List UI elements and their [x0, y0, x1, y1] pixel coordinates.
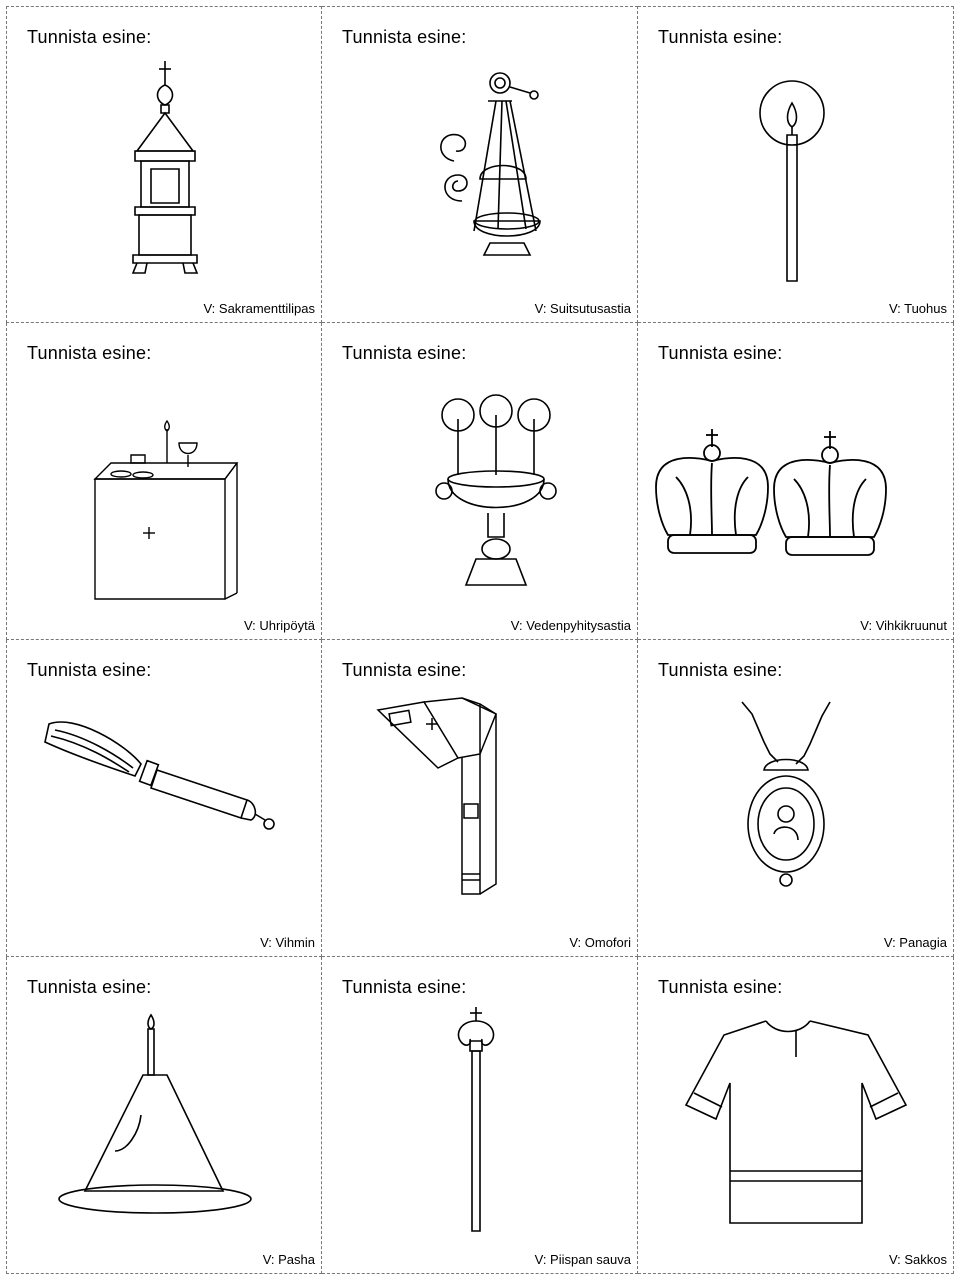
- card-vedenpyhitysastia: [322, 323, 638, 640]
- card-answer: V: Tuohus: [888, 301, 947, 316]
- wedding-crowns-icon: [646, 367, 946, 607]
- card-tuohus: [638, 6, 954, 323]
- card-answer: V: Piispan sauva: [534, 1252, 631, 1267]
- card-grid: [6, 6, 954, 1274]
- card-answer: V: Vihmin: [260, 935, 315, 950]
- card-heading: Tunnista esine:: [342, 27, 467, 47]
- card-answer: V: Panagia: [883, 935, 947, 950]
- bishop-staff-icon: [330, 1001, 630, 1241]
- censer-icon: [330, 51, 630, 291]
- card-answer: V: Vihkikruunut: [860, 618, 947, 633]
- card-sakramenttilipas: [6, 6, 322, 323]
- card-panagia: [638, 640, 954, 957]
- card-heading: Tunnista esine:: [27, 977, 152, 997]
- card-heading: Tunnista esine:: [658, 27, 783, 47]
- card-heading: Tunnista esine:: [658, 343, 783, 363]
- candle-icon: [646, 51, 946, 291]
- card-answer: V: Sakramenttilipas: [203, 301, 315, 316]
- card-answer: V: Omofori: [569, 935, 631, 950]
- card-vihmin: [6, 640, 322, 957]
- pascha-icon: [15, 1001, 315, 1241]
- water-blessing-bowl-icon: [330, 367, 630, 607]
- card-suitsutusastia: [322, 6, 638, 323]
- card-uhripoyta: [6, 323, 322, 640]
- card-heading: Tunnista esine:: [658, 977, 783, 997]
- omophorion-icon: [330, 684, 630, 924]
- sakkos-icon: [646, 1001, 946, 1241]
- card-answer: V: Vedenpyhitysastia: [510, 618, 631, 633]
- sacrament-box-icon: [15, 51, 315, 291]
- card-sakkos: [638, 957, 954, 1274]
- panagia-icon: [646, 684, 946, 924]
- card-answer: V: Sakkos: [888, 1252, 947, 1267]
- card-heading: Tunnista esine:: [342, 660, 467, 680]
- card-heading: Tunnista esine:: [342, 977, 467, 997]
- card-heading: Tunnista esine:: [27, 343, 152, 363]
- card-answer: V: Suitsutusastia: [534, 301, 631, 316]
- card-piispan-sauva: [322, 957, 638, 1274]
- card-heading: Tunnista esine:: [658, 660, 783, 680]
- card-heading: Tunnista esine:: [27, 27, 152, 47]
- card-heading: Tunnista esine:: [27, 660, 152, 680]
- offering-table-icon: [15, 367, 315, 607]
- card-pasha: [6, 957, 322, 1274]
- card-vihkikruunut: [638, 323, 954, 640]
- card-answer: V: Pasha: [262, 1252, 315, 1267]
- card-heading: Tunnista esine:: [342, 343, 467, 363]
- card-omofori: [322, 640, 638, 957]
- card-answer: V: Uhripöytä: [243, 618, 315, 633]
- aspergillum-icon: [15, 684, 315, 924]
